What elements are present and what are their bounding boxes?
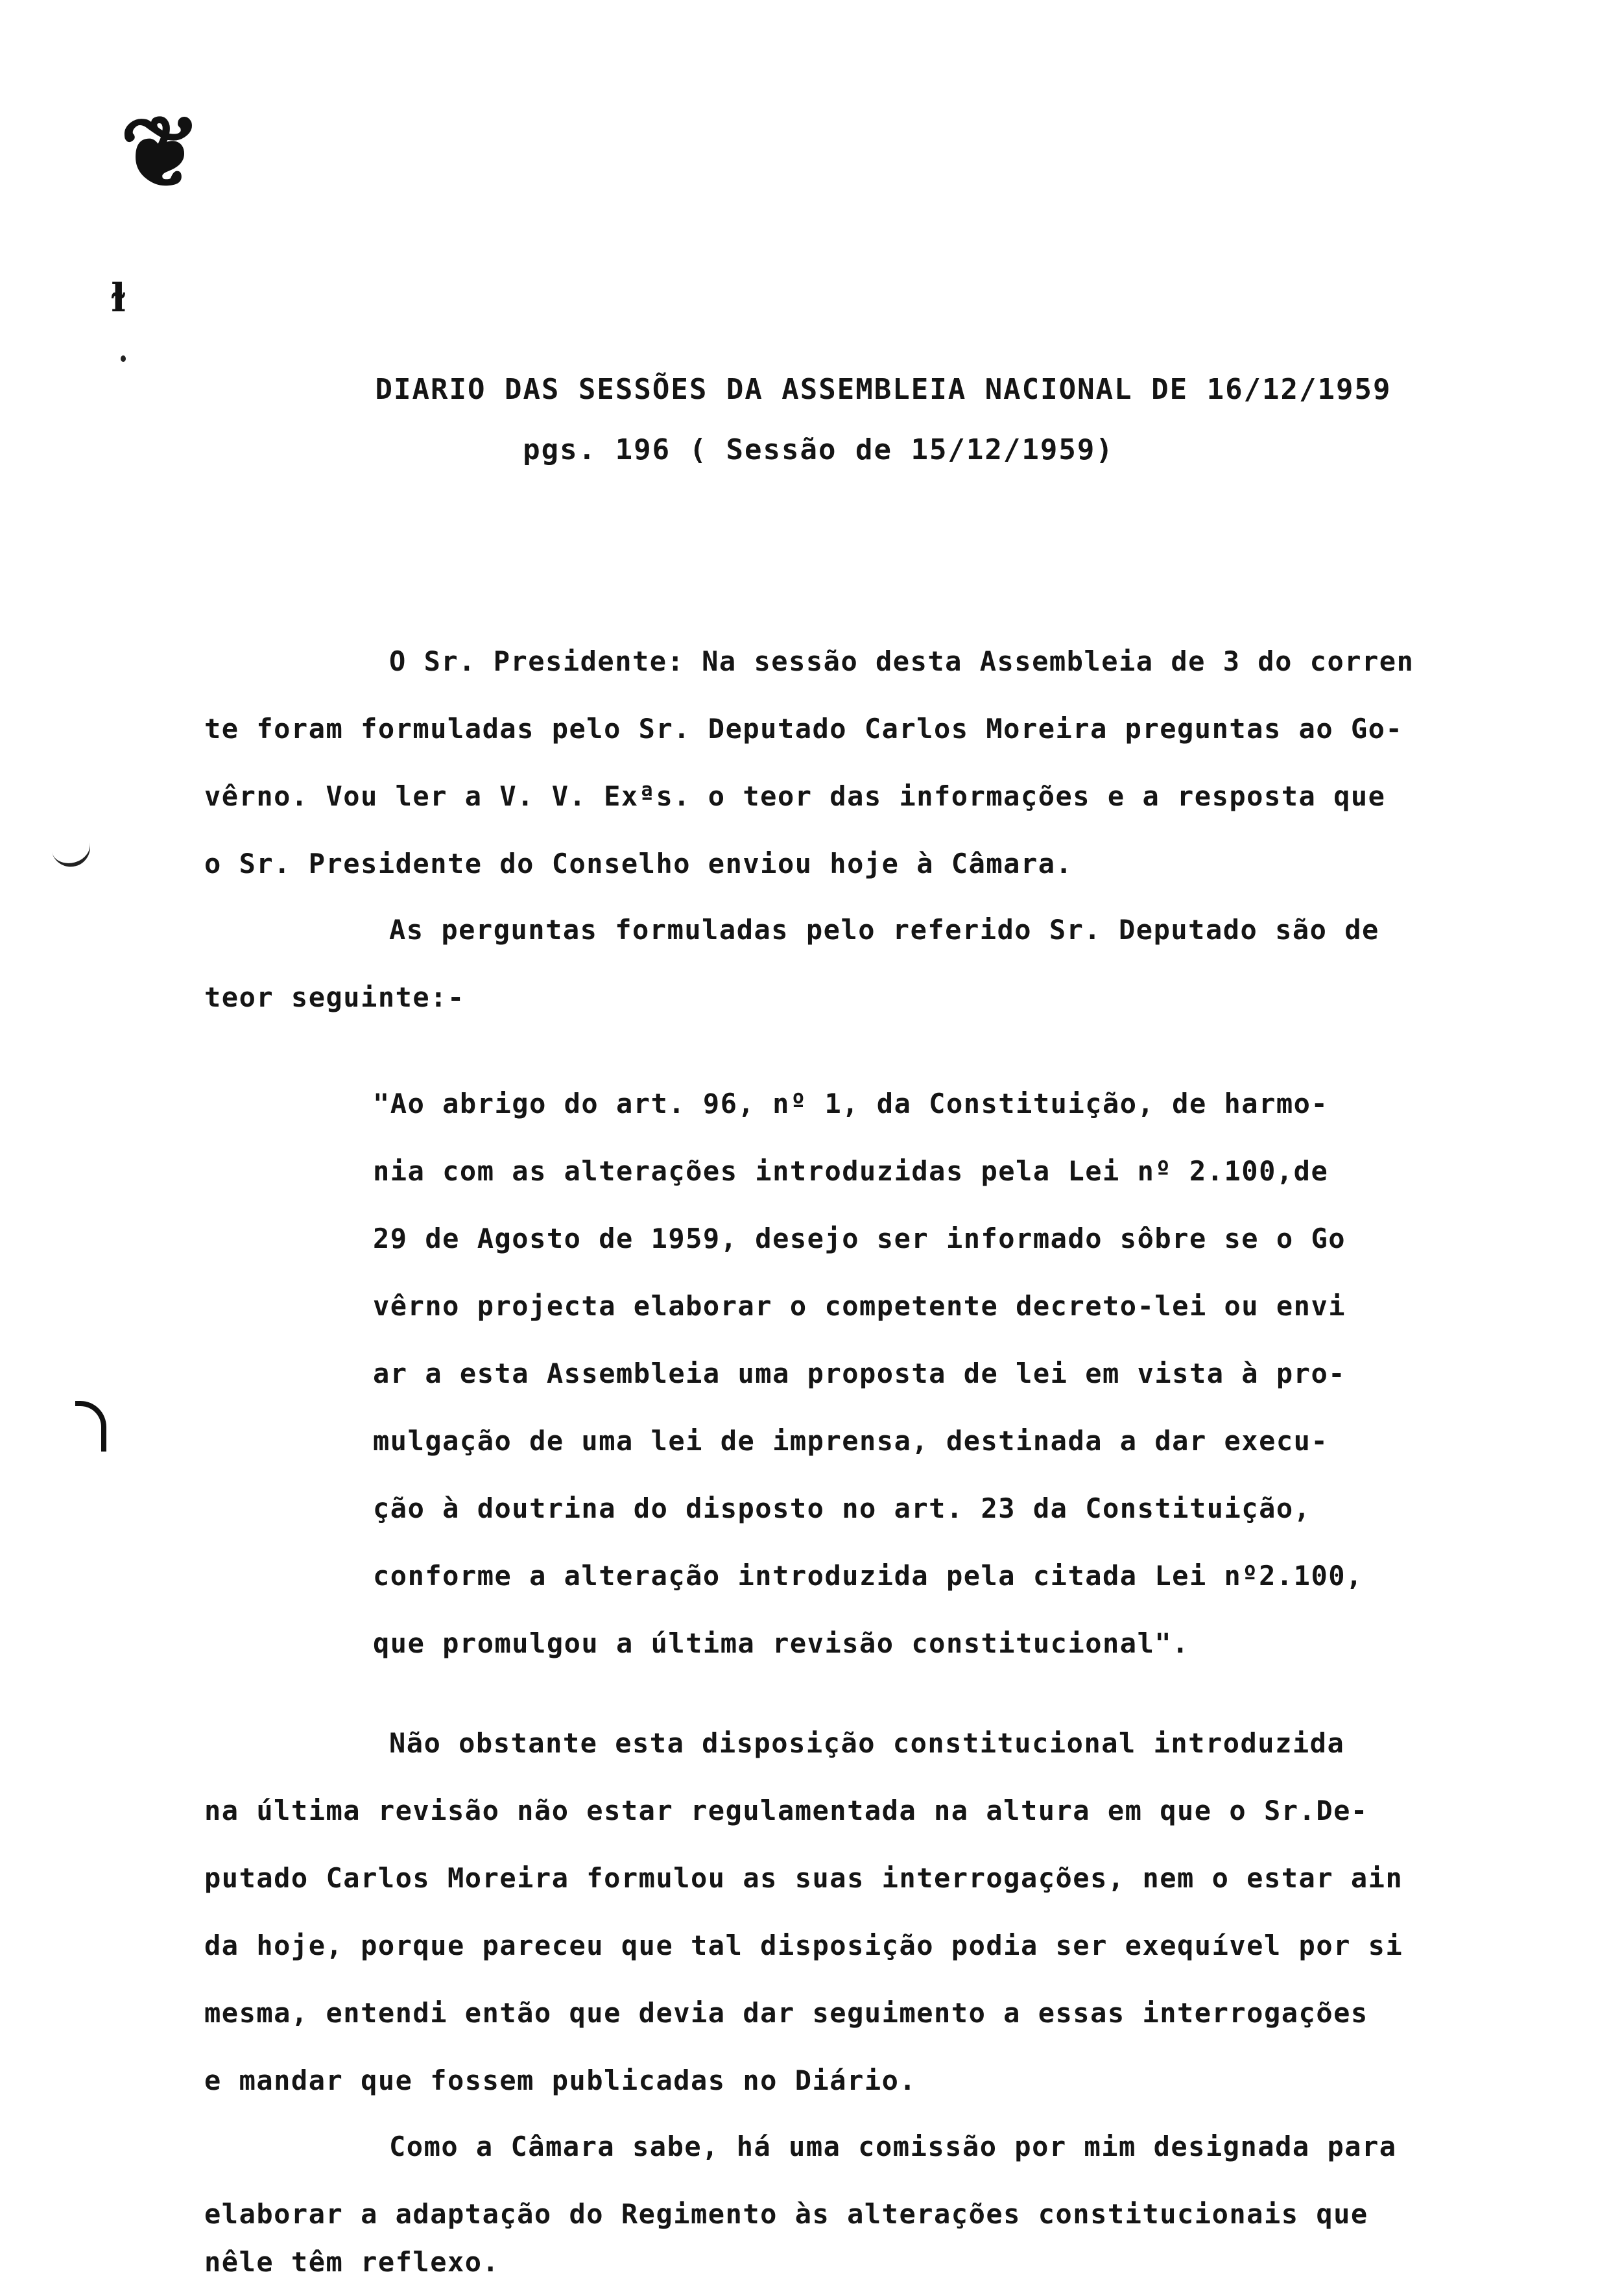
quote-line: que promulgou a última revisão constitucional". <box>373 1627 1189 1659</box>
paragraph-line: nêle têm reflexo. <box>204 2246 500 2278</box>
quote-line: mulgação de uma lei de imprensa, destinada a dar execu- <box>373 1425 1329 1457</box>
paragraph-line: As perguntas formuladas pelo referido Sr. Deputado são de <box>389 914 1379 946</box>
paragraph-line: o Sr. Presidente do Conselho enviou hoje à Câmara. <box>204 848 1073 879</box>
paragraph-line: na última revisão não estar regulamentada na altura em que o Sr.De- <box>204 1795 1368 1826</box>
paragraph-line: te foram formuladas pelo Sr. Deputado Carlos Moreira preguntas ao Go- <box>204 713 1403 745</box>
paragraph-line: Como a Câmara sabe, há uma comissão por mim designada para <box>389 2131 1397 2162</box>
quote-line: nia com as alterações introduzidas pela Lei nº 2.100,de <box>373 1155 1329 1187</box>
quote-line: conforme a alteração introduzida pela citada Lei nº2.100, <box>373 1560 1363 1592</box>
document-title: DIARIO DAS SESSÕES DA ASSEMBLEIA NACIONAL DE 16/12/1959 <box>375 373 1392 406</box>
paragraph-line: teor seguinte:- <box>204 981 465 1013</box>
quote-line: "Ao abrigo do art. 96, nº 1, da Constituição, de harmo- <box>373 1088 1329 1119</box>
paragraph-line: putado Carlos Moreira formulou as suas interrogações, nem o estar ain <box>204 1862 1403 1894</box>
paragraph-line: da hoje, porque pareceu que tal disposição podia ser exequível por si <box>204 1930 1403 1961</box>
ink-dot-icon <box>121 355 126 362</box>
quote-line: ar a esta Assembleia uma proposta de lei em vista à pro- <box>373 1357 1346 1389</box>
paragraph-line: Não obstante esta disposição constitucional introduzida <box>389 1727 1345 1759</box>
quote-line: ção à doutrina do disposto no art. 23 da Constituição, <box>373 1492 1311 1524</box>
paragraph-line: elaborar a adaptação do Regimento às alterações constitucionais que <box>204 2198 1368 2230</box>
paragraph-line: mesma, entendi então que devia dar seguimento a essas interrogações <box>204 1997 1368 2029</box>
paragraph-line: vêrno. Vou ler a V. V. Exªs. o teor das informações e a resposta que <box>204 780 1386 812</box>
bracket-icon <box>51 839 94 871</box>
paragraph-line: O Sr. Presidente: Na sessão desta Assembleia de 3 do corren <box>389 645 1414 677</box>
margin-bracket-icon <box>75 1401 106 1452</box>
quote-line: 29 de Agosto de 1959, desejo ser informado sôbre se o Go <box>373 1223 1346 1254</box>
pen-mark-icon: ɫ <box>110 276 126 321</box>
paragraph-line: e mandar que fossem publicadas no Diário. <box>204 2064 917 2096</box>
quote-line: vêrno projecta elaborar o competente decreto-lei ou envi <box>373 1290 1346 1322</box>
document-subtitle: pgs. 196 ( Sessão de 15/12/1959) <box>523 433 1114 466</box>
handwritten-mark-icon: ❦ <box>120 95 202 209</box>
